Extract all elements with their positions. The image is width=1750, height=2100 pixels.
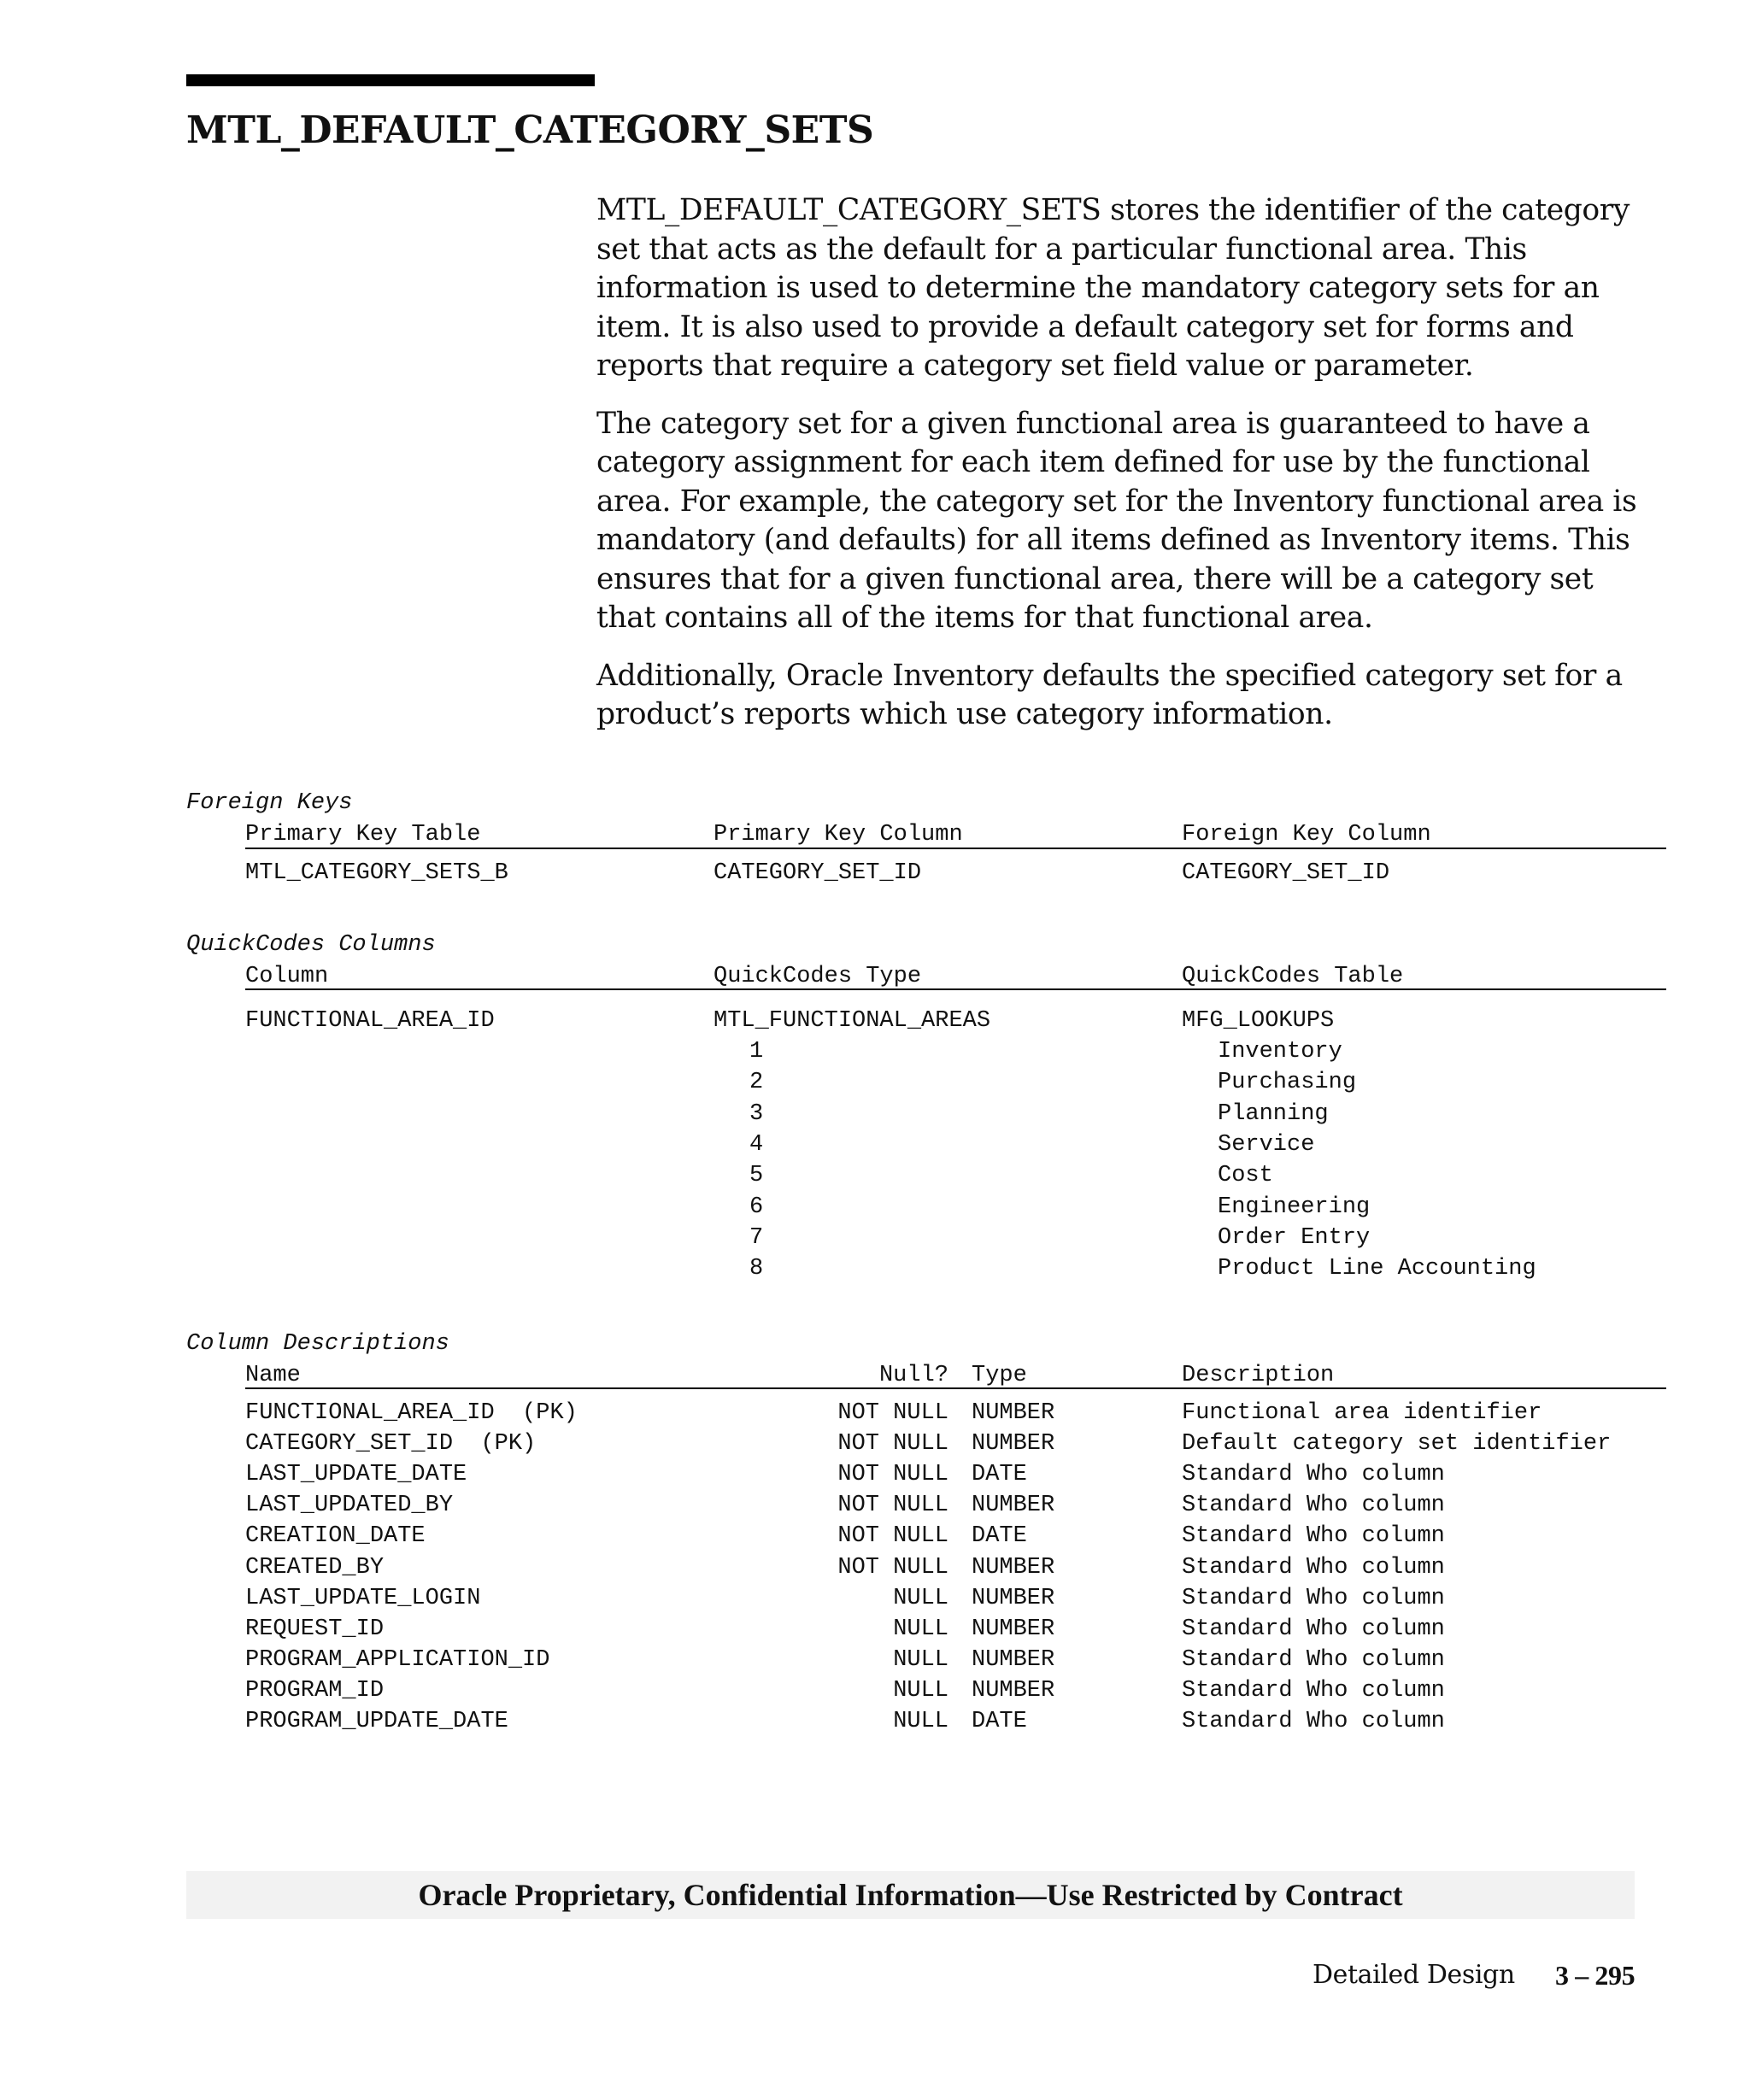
col-null: NULL: [893, 1585, 948, 1611]
footer-page-number: 3 – 295: [1555, 1960, 1635, 1991]
qc-meaning: Inventory: [1218, 1039, 1342, 1065]
column-descriptions-label: Column Descriptions: [186, 1331, 449, 1357]
col-description: Standard Who column: [1182, 1646, 1445, 1673]
quickcodes-label: QuickCodes Columns: [186, 932, 436, 958]
qc-meaning: Product Line Accounting: [1218, 1256, 1536, 1282]
col-name: CREATION_DATE: [245, 1523, 426, 1550]
col-description: Standard Who column: [1182, 1462, 1445, 1488]
col-name: CREATED_BY: [245, 1554, 385, 1581]
qc-code: 7: [749, 1224, 764, 1251]
col-name: LAST_UPDATE_LOGIN: [245, 1585, 481, 1611]
fk-cell-pk-table: MTL_CATEGORY_SETS_B: [245, 860, 508, 886]
col-null: NOT NULL: [837, 1462, 948, 1488]
col-name: PROGRAM_ID: [245, 1677, 385, 1704]
col-name: REQUEST_ID: [245, 1616, 385, 1642]
col-header-description: Description: [1182, 1363, 1335, 1388]
col-null: NULL: [893, 1616, 948, 1642]
col-name: PROGRAM_UPDATE_DATE: [245, 1709, 508, 1734]
col-header-null: Null?: [878, 1363, 948, 1388]
col-description: Standard Who column: [1182, 1677, 1445, 1704]
col-type: NUMBER: [972, 1554, 1055, 1581]
col-type: NUMBER: [972, 1616, 1055, 1642]
col-header-name: Name: [245, 1363, 301, 1388]
qc-column: FUNCTIONAL_AREA_ID: [245, 1008, 495, 1034]
qc-code: 1: [749, 1039, 764, 1065]
qc-meaning: Engineering: [1218, 1194, 1371, 1220]
col-description: Default category set identifier: [1182, 1431, 1612, 1458]
col-null: NULL: [893, 1709, 948, 1734]
col-description: Standard Who column: [1182, 1554, 1445, 1581]
col-type: NUMBER: [972, 1431, 1055, 1458]
qc-header-type: QuickCodes Type: [714, 964, 922, 989]
fk-header-pk-column: Primary Key Column: [714, 822, 963, 848]
fk-header-pk-table: Primary Key Table: [245, 822, 481, 848]
col-description: Standard Who column: [1182, 1709, 1445, 1734]
qc-code: 6: [749, 1194, 764, 1220]
col-null: NULL: [893, 1646, 948, 1673]
qc-header-table: QuickCodes Table: [1182, 964, 1404, 989]
col-name: FUNCTIONAL_AREA_ID (PK): [245, 1400, 578, 1426]
intro-paragraph-2: The category set for a given functional area is guaranteed to have a category assignment for each item defined for use by the functional area. For example, the category set for the Inventory functional area is mandatory (and defaults) for all items defined as Inventory items. This ensures that for a given functional area, there will be a category set that contains all of the items for that functional area.: [596, 406, 1637, 635]
col-type: DATE: [972, 1462, 1027, 1488]
qc-meaning: Cost: [1218, 1163, 1273, 1189]
qc-code: 2: [749, 1070, 764, 1096]
confidential-notice: Oracle Proprietary, Confidential Information––Use Restricted by Contract: [418, 1878, 1403, 1912]
qc-header-column: Column: [245, 964, 329, 989]
intro-paragraph-3: Additionally, Oracle Inventory defaults the specified category set for a product’s reports which use category information.: [596, 658, 1623, 731]
title-rule: [186, 74, 595, 86]
foreign-keys-label: Foreign Keys: [186, 790, 353, 816]
fk-cell-pk-column: CATEGORY_SET_ID: [714, 860, 922, 886]
page-title: MTL_DEFAULT_CATEGORY_SETS: [186, 109, 874, 152]
qc-meaning: Planning: [1218, 1100, 1329, 1127]
col-type: NUMBER: [972, 1585, 1055, 1611]
qc-meaning: Purchasing: [1218, 1070, 1357, 1096]
col-type: NUMBER: [972, 1493, 1055, 1519]
col-description: Standard Who column: [1182, 1585, 1445, 1611]
col-name: LAST_UPDATED_BY: [245, 1493, 454, 1519]
col-header-type: Type: [972, 1363, 1027, 1388]
col-null: NOT NULL: [837, 1554, 948, 1581]
col-null: NOT NULL: [837, 1431, 948, 1458]
intro-paragraph-1: MTL_DEFAULT_CATEGORY_SETS stores the identifier of the category set that acts as the default for a particular functional area. This information is used to determine the mandatory category sets for an item. It is also used to provide a default category set for forms and reports that require a category set field value or parameter.: [596, 193, 1630, 383]
qc-code: 4: [749, 1131, 764, 1158]
qc-header-rule: [245, 988, 1666, 990]
fk-header-rule: [245, 848, 1666, 849]
col-type: NUMBER: [972, 1646, 1055, 1673]
col-description: Functional area identifier: [1182, 1400, 1542, 1426]
col-description: Standard Who column: [1182, 1523, 1445, 1550]
col-null: NOT NULL: [837, 1400, 948, 1426]
col-type: DATE: [972, 1709, 1027, 1734]
intro-text: [596, 191, 1647, 754]
col-null: NOT NULL: [837, 1493, 948, 1519]
col-header-rule: [245, 1387, 1666, 1389]
col-description: Standard Who column: [1182, 1616, 1445, 1642]
qc-code: 5: [749, 1163, 764, 1189]
col-description: Standard Who column: [1182, 1493, 1445, 1519]
col-name: PROGRAM_APPLICATION_ID: [245, 1646, 550, 1673]
qc-code: 3: [749, 1100, 764, 1127]
col-name: CATEGORY_SET_ID (PK): [245, 1431, 537, 1458]
footer-section: Detailed Design: [1312, 1960, 1515, 1990]
col-null: NOT NULL: [837, 1523, 948, 1550]
col-null: NULL: [893, 1677, 948, 1704]
fk-header-fk-column: Foreign Key Column: [1182, 822, 1431, 848]
fk-cell-fk-column: CATEGORY_SET_ID: [1182, 860, 1390, 886]
qc-meaning: Service: [1218, 1131, 1315, 1158]
col-type: NUMBER: [972, 1677, 1055, 1704]
qc-type: MTL_FUNCTIONAL_AREAS: [714, 1008, 991, 1034]
col-type: NUMBER: [972, 1400, 1055, 1426]
qc-table: MFG_LOOKUPS: [1182, 1008, 1335, 1034]
qc-meaning: Order Entry: [1218, 1224, 1371, 1251]
qc-code: 8: [749, 1256, 764, 1282]
col-type: DATE: [972, 1523, 1027, 1550]
col-name: LAST_UPDATE_DATE: [245, 1462, 467, 1488]
